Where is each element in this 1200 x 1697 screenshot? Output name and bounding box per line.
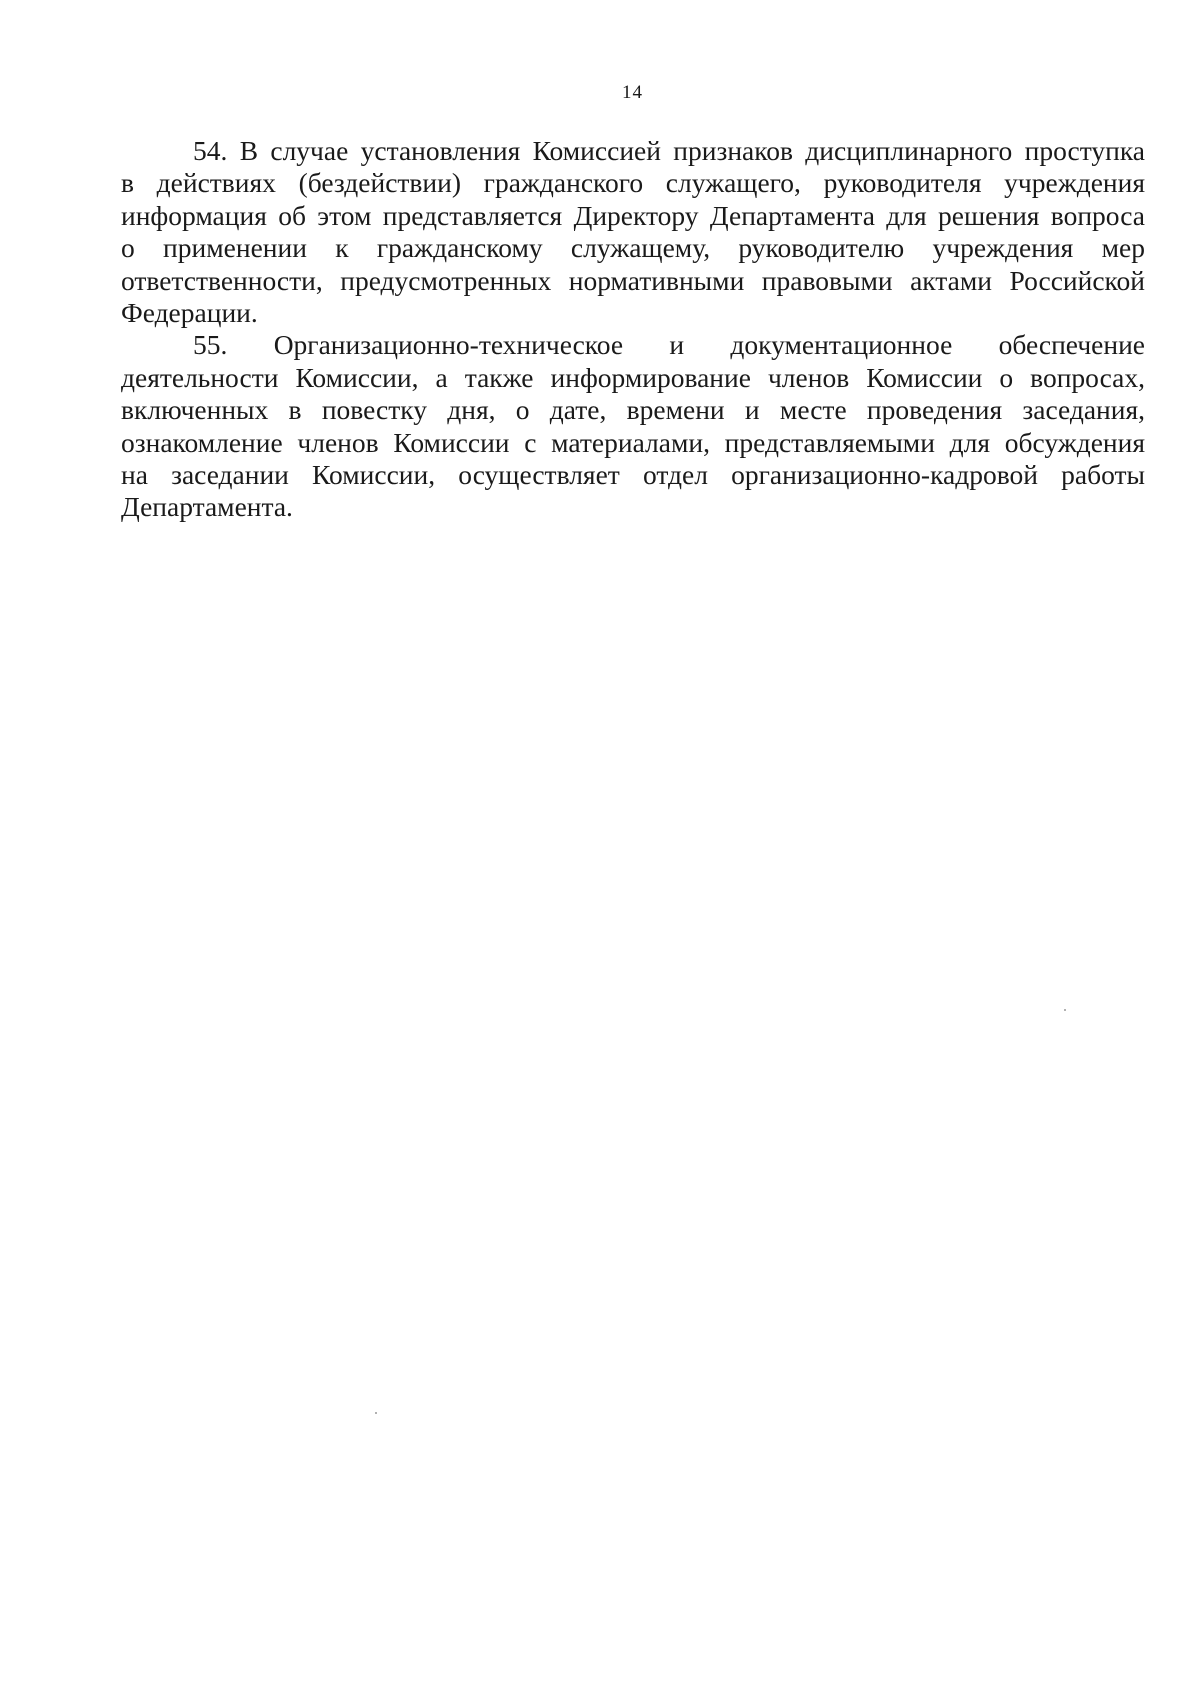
page-number: 14 bbox=[622, 82, 643, 103]
text-line: о применении к гражданскому служащему, руководителю учреждения мер bbox=[121, 232, 1145, 264]
text-line: Федерации. bbox=[121, 297, 258, 329]
text-line: Департамента. bbox=[121, 491, 293, 523]
paragraph-54 bbox=[121, 135, 1145, 329]
text-line: на заседании Комиссии, осуществляет отдел организационно-кадровой работы bbox=[121, 459, 1145, 491]
scan-speck bbox=[1064, 1009, 1066, 1011]
document-body bbox=[121, 135, 1145, 524]
text-line: включенных в повестку дня, о дате, времени и месте проведения заседания, bbox=[121, 394, 1145, 426]
text-line: в действиях (бездействии) гражданского служащего, руководителя учреждения bbox=[121, 167, 1145, 199]
paragraph-55 bbox=[121, 329, 1145, 523]
text-line: информация об этом представляется Директору Департамента для решения вопроса bbox=[121, 199, 1145, 231]
text-line: 54. В случае установления Комиссией признаков дисциплинарного проступка bbox=[193, 135, 1145, 166]
scan-speck bbox=[375, 1412, 377, 1414]
text-line: деятельности Комиссии, а также информирование членов Комиссии о вопросах, bbox=[121, 361, 1145, 393]
text-line: ответственности, предусмотренных нормативными правовыми актами Российской bbox=[121, 264, 1145, 296]
text-line: 55. Организационно-техническое и документационное обеспечение bbox=[193, 329, 1145, 361]
text-line: ознакомление членов Комиссии с материалами, представляемыми для обсуждения bbox=[121, 426, 1145, 458]
